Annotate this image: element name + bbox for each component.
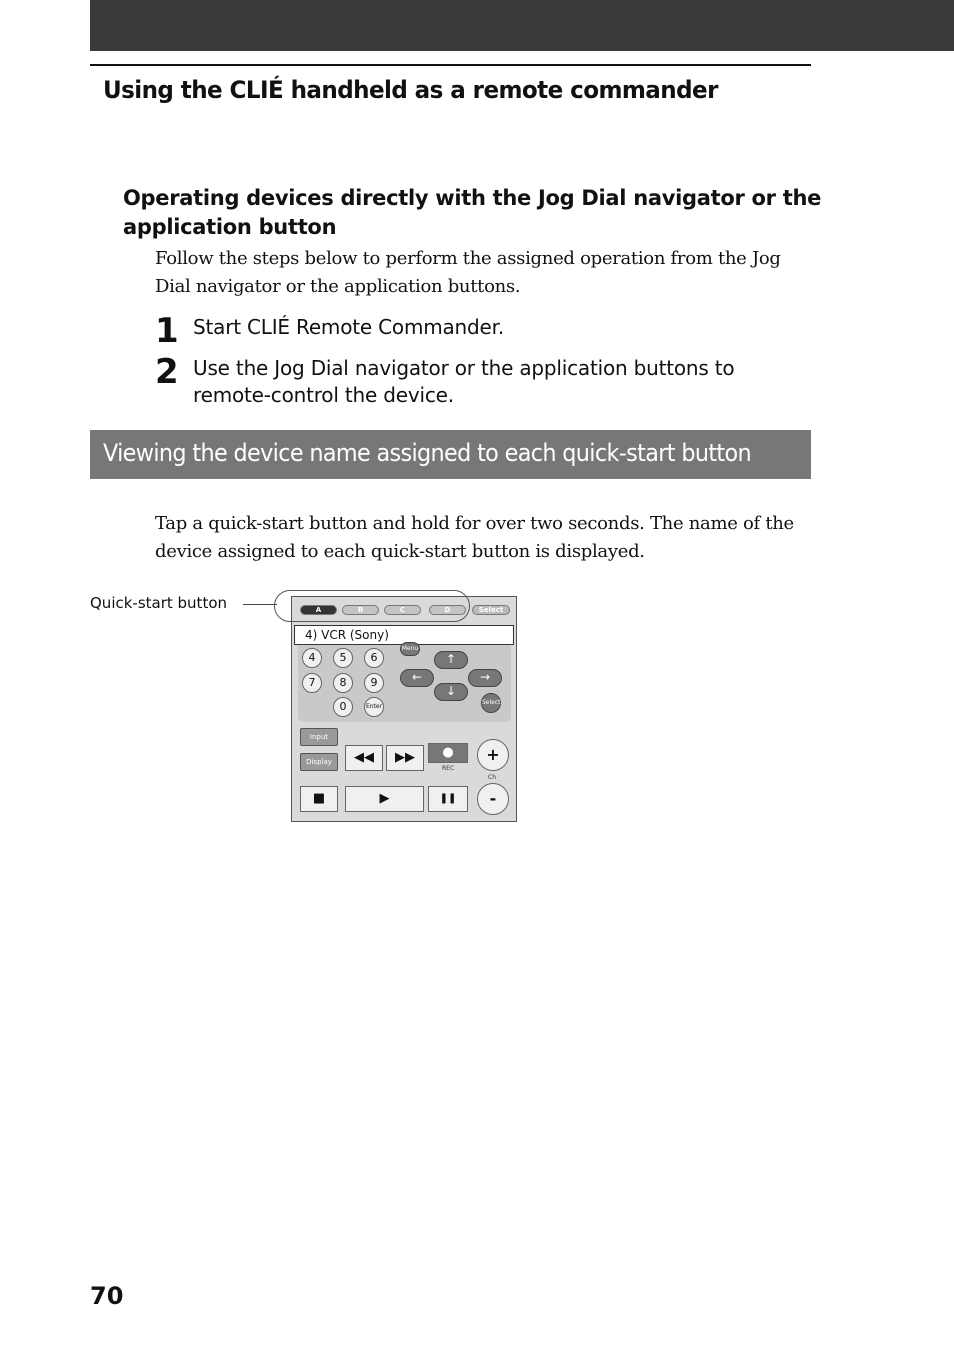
quick-start-tab-a[interactable]: A bbox=[300, 605, 337, 615]
key-8[interactable]: 8 bbox=[333, 673, 353, 693]
section-title: Using the CLIÉ handheld as a remote commander bbox=[103, 76, 718, 104]
header-rule bbox=[90, 64, 811, 66]
select-button[interactable]: Select bbox=[481, 693, 501, 713]
step-number: 1 bbox=[155, 311, 179, 351]
menu-button[interactable]: Menu bbox=[400, 642, 420, 656]
subheading-jog-dial: Operating devices directly with the Jog Dial navigator or the application button bbox=[123, 186, 822, 239]
volume-up-button[interactable]: + bbox=[477, 739, 509, 771]
key-0[interactable]: 0 bbox=[333, 697, 353, 717]
quick-start-callout-ellipse bbox=[274, 590, 470, 622]
ch-label: Ch bbox=[488, 774, 496, 781]
quick-start-tab-b[interactable]: B bbox=[342, 605, 379, 615]
input-button[interactable]: Input bbox=[300, 728, 338, 746]
key-5[interactable]: 5 bbox=[333, 648, 353, 668]
record-button[interactable]: ● bbox=[428, 743, 468, 763]
callout-label: Quick-start button bbox=[90, 594, 228, 612]
play-button[interactable]: ▶ bbox=[345, 786, 424, 812]
enter-button[interactable]: Enter bbox=[364, 697, 384, 717]
rewind-button[interactable]: ◀◀ bbox=[345, 745, 383, 771]
step-number: 2 bbox=[155, 352, 179, 392]
rec-label: REC bbox=[442, 765, 455, 772]
key-4[interactable]: 4 bbox=[302, 648, 322, 668]
display-button[interactable]: Display bbox=[300, 753, 338, 771]
down-arrow-button[interactable]: ↓ bbox=[434, 683, 468, 701]
section-banner bbox=[90, 430, 811, 479]
quick-start-paragraph: Tap a quick-start button and hold for over two seconds. The name of the device assigned to each quick-start button is displayed. bbox=[155, 513, 794, 562]
up-arrow-button[interactable]: ↑ bbox=[434, 651, 468, 669]
step-text: Use the Jog Dial navigator or the application buttons to remote-control the device. bbox=[193, 356, 735, 407]
select-tab[interactable]: Select bbox=[472, 605, 510, 615]
fast-forward-button[interactable]: ▶▶ bbox=[386, 745, 424, 771]
callout-line bbox=[243, 604, 277, 605]
page-number: 70 bbox=[90, 1282, 124, 1310]
quick-start-tab-c[interactable]: C bbox=[384, 605, 421, 615]
step-text: Start CLIÉ Remote Commander. bbox=[193, 315, 504, 339]
keypad-panel bbox=[298, 645, 511, 722]
intro-paragraph: Follow the steps below to perform the assigned operation from the Jog Dial navigator or the application buttons. bbox=[155, 248, 781, 297]
left-arrow-button[interactable]: ← bbox=[400, 669, 434, 687]
device-name-display: 4) VCR (Sony) bbox=[294, 625, 514, 645]
quick-start-tab-d[interactable]: D bbox=[429, 605, 466, 615]
key-7[interactable]: 7 bbox=[302, 673, 322, 693]
banner-title: Viewing the device name assigned to each quick-start button bbox=[103, 439, 752, 467]
remote-commander-screenshot bbox=[291, 596, 517, 822]
right-arrow-button[interactable]: → bbox=[468, 669, 502, 687]
header-bar bbox=[90, 0, 954, 51]
volume-down-button[interactable]: - bbox=[477, 783, 509, 815]
key-6[interactable]: 6 bbox=[364, 648, 384, 668]
stop-button[interactable]: ■ bbox=[300, 786, 338, 812]
pause-button[interactable]: ❚❚ bbox=[428, 786, 468, 812]
key-9[interactable]: 9 bbox=[364, 673, 384, 693]
